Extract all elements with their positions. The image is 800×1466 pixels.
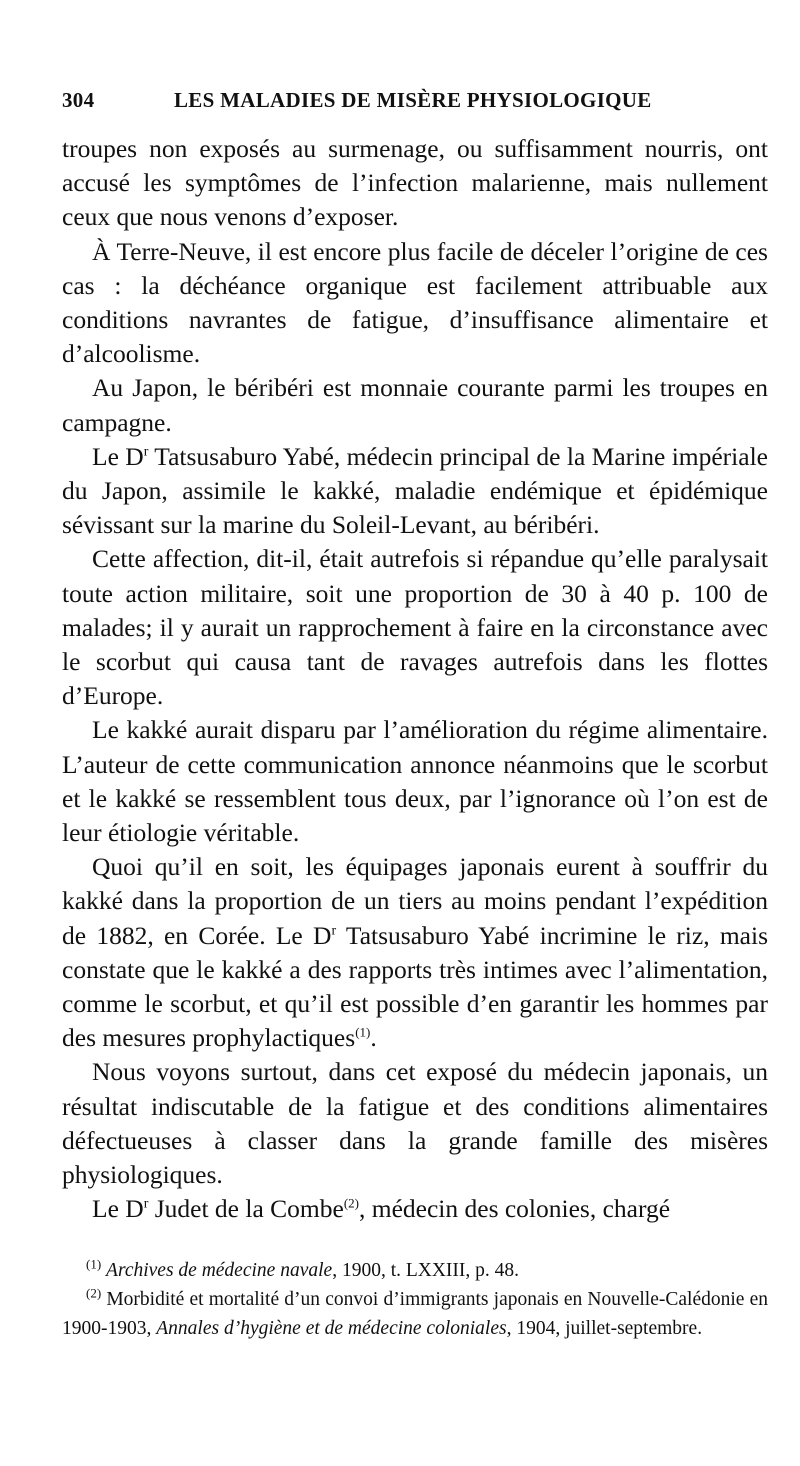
doctor-abbrev: Le D <box>92 1194 144 1224</box>
paragraph-4-text: Tatsusaburo Yabé, médecin principal de la Marine impériale du Japon, assimile le kakké, maladie endémique et épidémique sévissant sur la marine du Soleil-Levant, au béribéri. <box>62 441 768 540</box>
footnote-2-mark: (2) <box>86 1285 102 1301</box>
running-header <box>62 88 768 118</box>
footnote-ref-2[interactable]: (2) <box>343 1195 359 1211</box>
running-title: LES MALADIES DE MISÈRE PHYSIOLOGIQUE <box>174 88 652 112</box>
footnote-1 <box>62 1256 768 1285</box>
doctor-abbrev-superscript: r <box>143 444 149 460</box>
footnote-2-title: Annales d’hygiène et de médecine coloniales <box>156 1318 507 1339</box>
paragraph-9 <box>62 1192 768 1226</box>
book-page <box>62 0 768 1466</box>
footnote-1-mark: (1) <box>86 1256 102 1272</box>
page-number: 304 <box>62 88 95 112</box>
footnote-2-text-b: , 1904, juillet-septembre. <box>506 1318 703 1339</box>
body-text <box>62 132 768 1227</box>
paragraph-9-text-a: Judet de la Combe <box>148 1194 344 1224</box>
doctor-abbrev: Le D <box>92 441 144 471</box>
paragraph-7-text-b: Tatsusaburo Yabé incrimine le riz, mais constate que le kakké a des rapports très intimes avec l’alimentation, comme le scorbut, et qu’il est possible d’en garantir les hommes par des mesures prophylactiques <box>62 920 769 1053</box>
paragraph-5: Cette affection, dit-il, était autrefois si répandue qu’elle paralysait toute action militaire, soit une proportion de 30 à 40 p. 100 de malades; il y aurait un rapprochement à faire en la circonstance avec le scorbut qui causa tant de ravages autrefois dans les flottes d’Europe. <box>62 544 768 711</box>
paragraph-6: Le kakké aurait disparu par l’amélioration du régime alimentaire. L’auteur de cette communication annonce néanmoins que le scorbut et le kakké se ressemblent tous deux, par l’ignorance où l’on est de leur étiologie véritable. <box>62 715 768 848</box>
paragraph-2: À Terre-Neuve, il est encore plus facile de déceler l’origine de ces cas : la déchéance organique est facilement attribuable aux conditions navrantes de fatigue, d’insuffisance alimentaire et d’alcoolisme. <box>62 236 768 369</box>
paragraph-1: troupes non exposés au surmenage, ou suffisamment nourris, ont accusé les symptômes de l’infection malarienne, mais nullement ceux que nous venons d’exposer. <box>62 134 768 232</box>
footnotes <box>62 1256 768 1343</box>
footnote-1-title: Archives de médecine navale <box>106 1260 333 1281</box>
footnote-ref-1[interactable]: (1) <box>355 1024 371 1040</box>
doctor-abbrev-superscript: r <box>331 923 337 939</box>
paragraph-8: Nous voyons surtout, dans cet exposé du médecin japonais, un résultat indiscutable de la fatigue et des conditions alimentaires défectueuses à classer dans la grande famille des misères physiologiques. <box>62 1057 768 1190</box>
paragraph-7-end: . <box>370 1023 377 1053</box>
doctor-abbrev-superscript: r <box>143 1196 149 1212</box>
paragraph-4 <box>62 440 768 543</box>
paragraph-7 <box>62 850 768 1055</box>
paragraph-3: Au Japon, le béribéri est monnaie courante parmi les troupes en campagne. <box>62 373 768 437</box>
footnote-2-text-a: Morbidité et mortalité d’un convoi d’immigrants japonais en Nouvelle-Calédonie en 1900-1903, <box>62 1289 768 1339</box>
footnote-2 <box>62 1285 768 1343</box>
paragraph-9-text-b: , médecin des colonies, chargé <box>359 1194 671 1224</box>
footnote-1-rest: , 1900, t. LXXIII, p. 48. <box>332 1260 520 1281</box>
paragraph-7-text-a: Quoi qu’il en soit, les équipages japonais eurent à souffrir du kakké dans la proportion de un tiers au moins pendant l’expédition de 1882, en Corée. Le D <box>62 852 768 950</box>
